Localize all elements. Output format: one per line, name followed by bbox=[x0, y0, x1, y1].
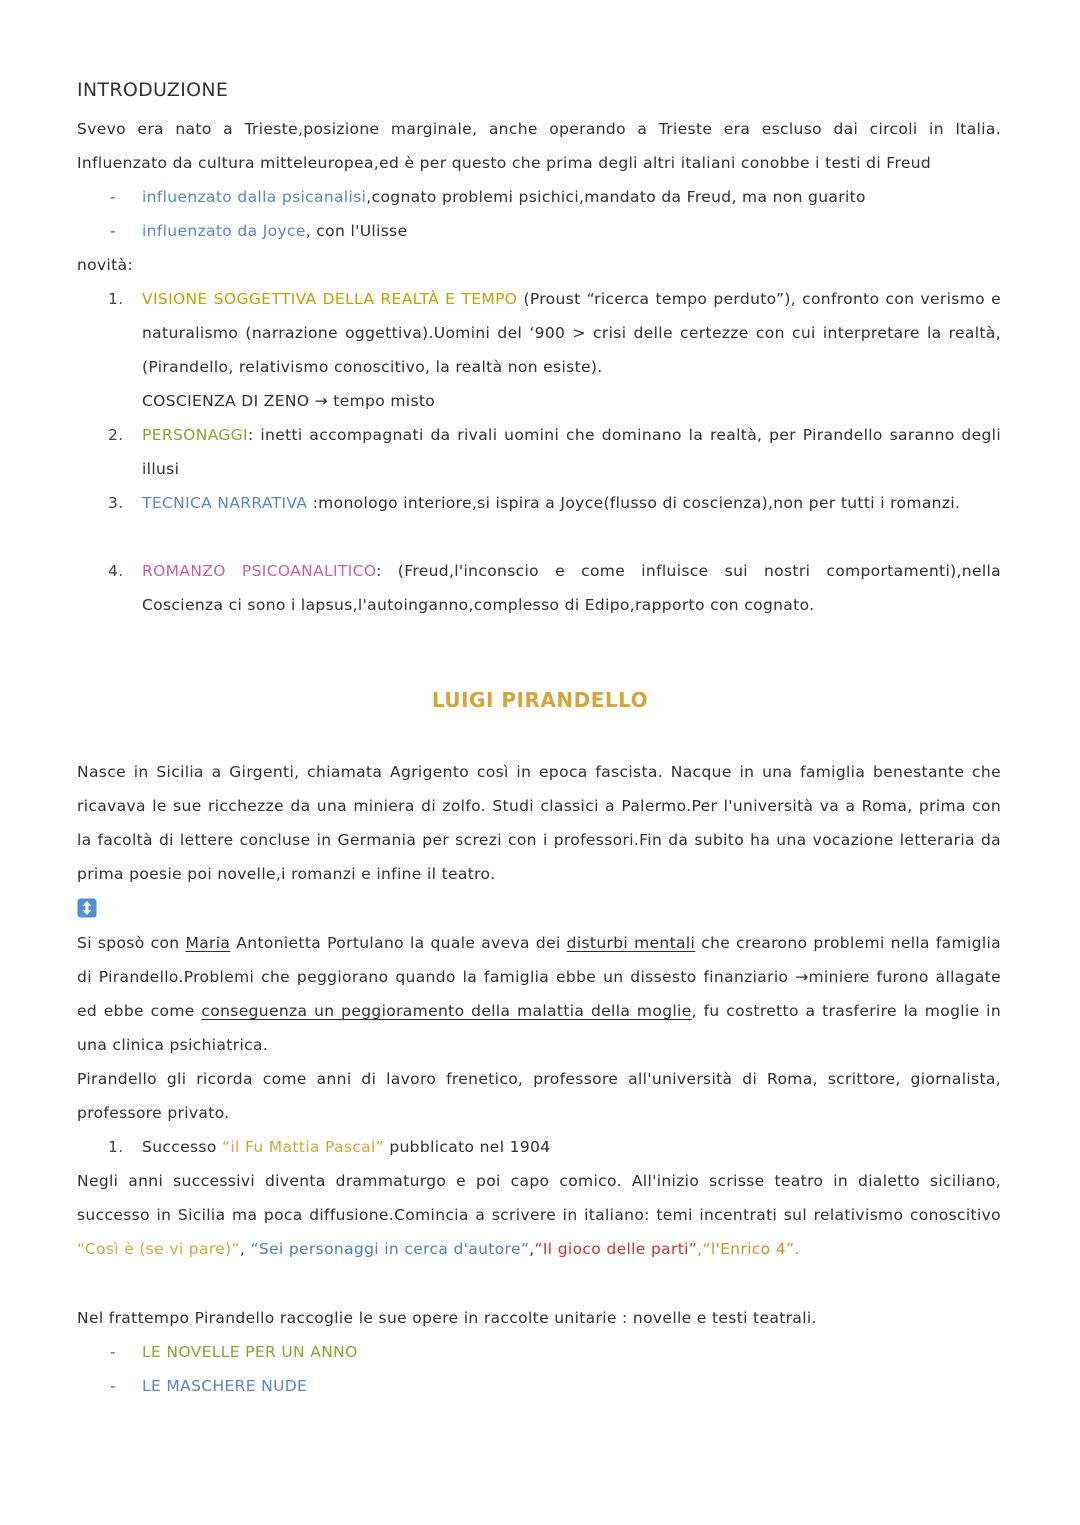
bullet-dash: - bbox=[110, 222, 116, 240]
item-personaggi bbox=[142, 418, 1001, 486]
item-highlight: ROMANZO PSICOANALITICO bbox=[142, 562, 377, 580]
text-run: che crearono problemi nella famiglia di Pirandello.Problemi che peggiorano quando la famiglia ebbe un dissesto finanziario →miniere furono allagate ed ebbe come bbox=[77, 934, 1001, 1020]
bullet-text: , con l'Ulisse bbox=[305, 222, 408, 240]
work-title: “Sei personaggi in cerca d'autore” bbox=[250, 1240, 530, 1258]
text-run: Successo bbox=[142, 1138, 222, 1156]
item-romanzo bbox=[142, 554, 1001, 622]
underlined-text: conseguenza un peggioramento della malattia della moglie bbox=[201, 1002, 692, 1020]
text-run: , bbox=[529, 1240, 535, 1258]
bullet-psicanalisi bbox=[142, 180, 866, 214]
intro-paragraph: Svevo era nato a Trieste,posizione marginale, anche operando a Trieste era escluso dai circoli in Italia. Influenzato da cultura mitteleuropea,ed è per questo che prima degli altri italiani conobbe i testi di Freud bbox=[77, 120, 1001, 172]
text-run: pubblicato nel 1904 bbox=[384, 1138, 551, 1156]
item-tecnica bbox=[142, 486, 1001, 520]
text-run: , fu costretto a trasferire la moglie in una clinica psichiatrica. bbox=[77, 1002, 1002, 1054]
bullet-highlight: influenzato da Joyce bbox=[142, 222, 306, 240]
novita-label: novità: bbox=[77, 256, 134, 274]
item-number: 1. bbox=[108, 1138, 124, 1156]
work-title: “Il gioco delle parti” bbox=[534, 1240, 698, 1258]
bullet-dash: - bbox=[110, 1377, 116, 1395]
text-run: Si sposò con bbox=[77, 934, 186, 952]
text-run: Antonietta Portulano la quale aveva dei bbox=[230, 934, 567, 952]
item-highlight: VISIONE SOGGETTIVA DELLA REALTÀ E TEMPO bbox=[142, 290, 518, 308]
bullet-dash: - bbox=[110, 1343, 116, 1361]
item-extra-zeno: COSCIENZA DI ZENO → tempo misto bbox=[142, 392, 436, 410]
item-number: 3. bbox=[108, 494, 124, 512]
pirandello-paragraph-marriage bbox=[77, 926, 1001, 1062]
pirandello-paragraph-collections: Nel frattempo Pirandello raccoglie le sue opere in raccolte unitarie : novelle e testi teatrali. bbox=[77, 1309, 817, 1327]
pirandello-paragraph-theatre bbox=[77, 1164, 1001, 1266]
pirandello-paragraph-bio: Nasce in Sicilia a Girgenti, chiamata Agrigento così in epoca fascista. Nacque in una famiglia benestante che ricavava le sue ricchezze da una miniera di zolfo. Studi classici a Palermo.Per l'università va a Roma, prima con la facoltà di lettere concluse in Germania per screzi con i professori.Fin da subito ha una vocazione letteraria da prima poesie poi novelle,i romanzi e infine il teatro. bbox=[77, 763, 1001, 883]
item-number: 1. bbox=[108, 290, 124, 308]
pirandello-paragraph-work: Pirandello gli ricorda come anni di lavoro frenetico, professore all'università di Roma, scrittore, giornalista, professore privato. bbox=[77, 1070, 1001, 1122]
item-text: : inetti accompagnati da rivali uomini che dominano la realtà, per Pirandello saranno degli illusi bbox=[142, 426, 1001, 478]
work-title: “il Fu Mattia Pascal” bbox=[221, 1138, 385, 1156]
item-text: :monologo interiore,si ispira a Joyce(flusso di coscienza),non per tutti i romanzi. bbox=[307, 494, 961, 512]
item-text: (Proust “ricerca tempo perduto”), confronto con verismo e naturalismo (narrazione oggettiva).Uomini del ‘900 > crisi delle certezze con cui interpretare la realtà, (Pirandello, relativismo conoscitivo, la realtà non esiste). bbox=[142, 290, 1001, 376]
text-run: , bbox=[239, 1240, 251, 1258]
up-down-arrows-icon bbox=[77, 898, 97, 918]
bullet-highlight: influenzato dalla psicanalisi bbox=[142, 188, 367, 206]
item-highlight: PERSONAGGI bbox=[142, 426, 248, 444]
bullet-dash: - bbox=[110, 188, 116, 206]
item-mattia-pascal bbox=[142, 1130, 550, 1164]
item-number: 2. bbox=[108, 426, 124, 444]
text-run: Negli anni successivi diventa drammaturgo e poi capo comico. All'inizio scrisse teatro in dialetto siciliano, successo in Sicilia ma poca diffusione.Comincia a scrivere in italiano: temi incentrati sul relativismo conoscitivo bbox=[77, 1172, 1001, 1224]
text-run: . bbox=[794, 1240, 800, 1258]
section-heading-introduzione: INTRODUZIONE bbox=[77, 79, 229, 101]
underlined-text: Maria bbox=[185, 934, 231, 952]
list-item-maschere: LE MASCHERE NUDE bbox=[142, 1377, 308, 1395]
item-number: 4. bbox=[108, 562, 124, 580]
work-title: “Così è (se vi pare)” bbox=[77, 1240, 240, 1258]
bullet-text: ,cognato problemi psichici,mandato da Freud, ma non guarito bbox=[366, 188, 866, 206]
work-title: “l'Enrico 4” bbox=[702, 1240, 795, 1258]
bullet-joyce bbox=[142, 214, 407, 248]
item-visione bbox=[142, 282, 1001, 384]
text-run: , bbox=[697, 1240, 703, 1258]
item-highlight: TECNICA NARRATIVA bbox=[142, 494, 308, 512]
list-item-novelle: LE NOVELLE PER UN ANNO bbox=[142, 1343, 358, 1361]
underlined-text: disturbi mentali bbox=[566, 934, 696, 952]
item-text: : (Freud,l'inconscio e come influisce sui nostri comportamenti),nella Coscienza ci sono i lapsus,l'autoinganno,complesso di Edipo,rapporto con cognato. bbox=[142, 562, 1002, 614]
section-title-pirandello: LUIGI PIRANDELLO bbox=[431, 688, 649, 712]
